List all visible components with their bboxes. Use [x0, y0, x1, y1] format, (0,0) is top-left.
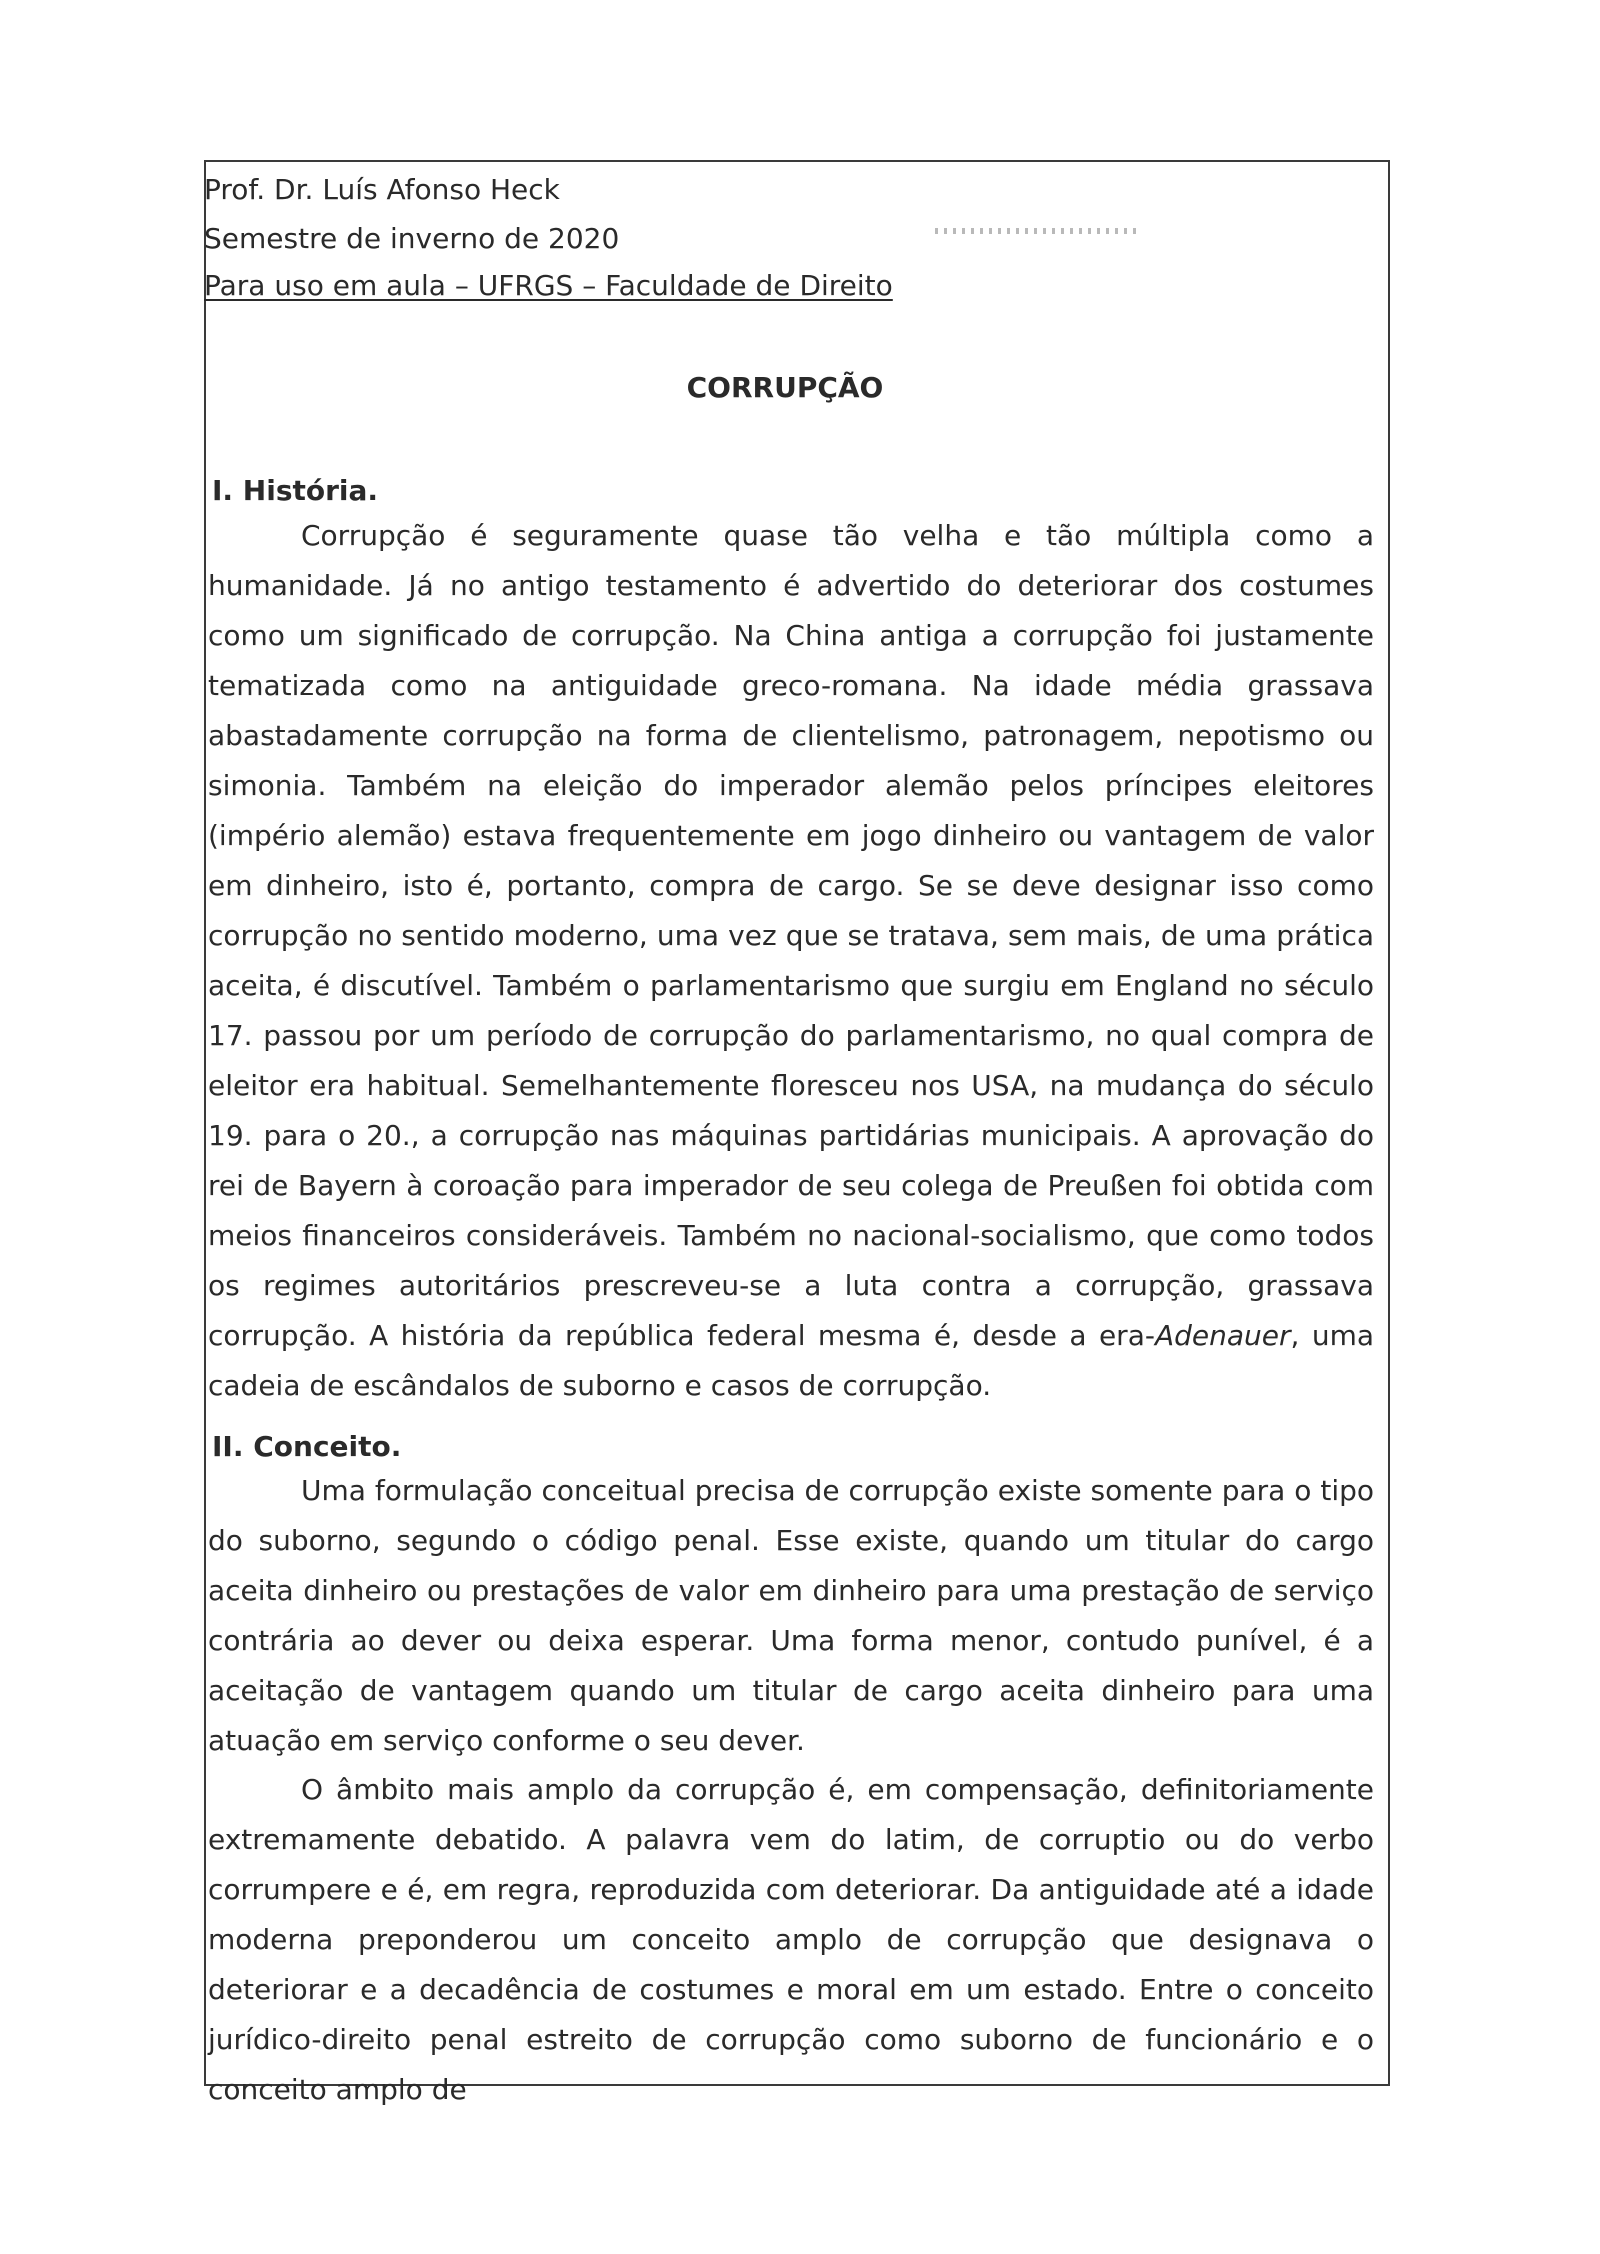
- paragraph-text-end: , uma cadeia de escândalos de suborno e casos de corrupção.: [208, 1319, 1375, 1402]
- paragraph-text: Corrupção é seguramente quase tão velha e tão múltipla como a humanidade. Já no antigo testamento é advertido do deteriorar dos costumes como um significado de corrupção. Na China antiga a corrupção foi justamente tematizada como na antiguidade greco-romana. Na idade média grassava abastadamente corrupção na forma de clientelismo, patronagem, nepotismo ou simonia. Também na eleição do imperador alemão pelos príncipes eleitores (império alemão) estava frequentemente em jogo dinheiro ou vantagem de valor em dinheiro, isto é, portanto, compra de cargo. Se se deve designar isso como corrupção no sentido moderno, uma vez que se tratava, sem mais, de uma prática aceita, é discutível. Também o parlamentarismo que surgiu em England no século 17. passou por um período de corrupção do parlamentarismo, no qual compra de eleitor era habitual. Semelhantemente floresceu nos USA, na mudança do século 19. para o 20., a corrupção nas máquinas partidárias municipais. A aprovação do rei de Bayern à coroação para imperador de seu colega de Preußen foi obtida com meios financeiros consideráveis. Também no nacional-socialismo, que como todos os regimes autoritários prescreveu-se a luta contra a corrupção, grassava corrupção. A história da república federal mesma é, desde a era-: [208, 519, 1374, 1352]
- document-title: CORRUPÇÃO: [686, 371, 884, 404]
- usage-line: Para uso em aula – UFRGS – Faculdade de Direito: [204, 269, 893, 302]
- section-heading-historia: I. História.: [212, 474, 379, 507]
- scan-smudge: [935, 228, 1140, 234]
- paragraph-historia: [208, 511, 1374, 1411]
- paragraph-conceito-2: O âmbito mais amplo da corrupção é, em compensação, definitoriamente extremamente debatido. A palavra vem do latim, de corruptio ou do verbo corrumpere e é, em regra, reproduzida com deteriorar. Da antiguidade até a idade moderna preponderou um conceito amplo de corrupção que designava o deteriorar e a decadência de costumes e moral em um estado. Entre o conceito jurídico-direito penal estreito de corrupção como suborno de funcionário e o conceito amplo de: [208, 1773, 1374, 2106]
- section-heading-conceito: II. Conceito.: [212, 1430, 402, 1463]
- author-line: Prof. Dr. Luís Afonso Heck: [204, 173, 560, 206]
- semester-line: Semestre de inverno de 2020: [204, 222, 620, 255]
- paragraph-conceito-1: Uma formulação conceitual precisa de corrupção existe somente para o tipo do suborno, segundo o código penal. Esse existe, quando um titular do cargo aceita dinheiro ou prestações de valor em dinheiro para uma prestação de serviço contrária ao dever ou deixa esperar. Uma forma menor, contudo punível, é a aceitação de vantagem quando um titular de cargo aceita dinheiro para uma atuação em serviço conforme o seu dever.: [208, 1474, 1374, 1757]
- italic-name: Adenauer: [1154, 1319, 1291, 1352]
